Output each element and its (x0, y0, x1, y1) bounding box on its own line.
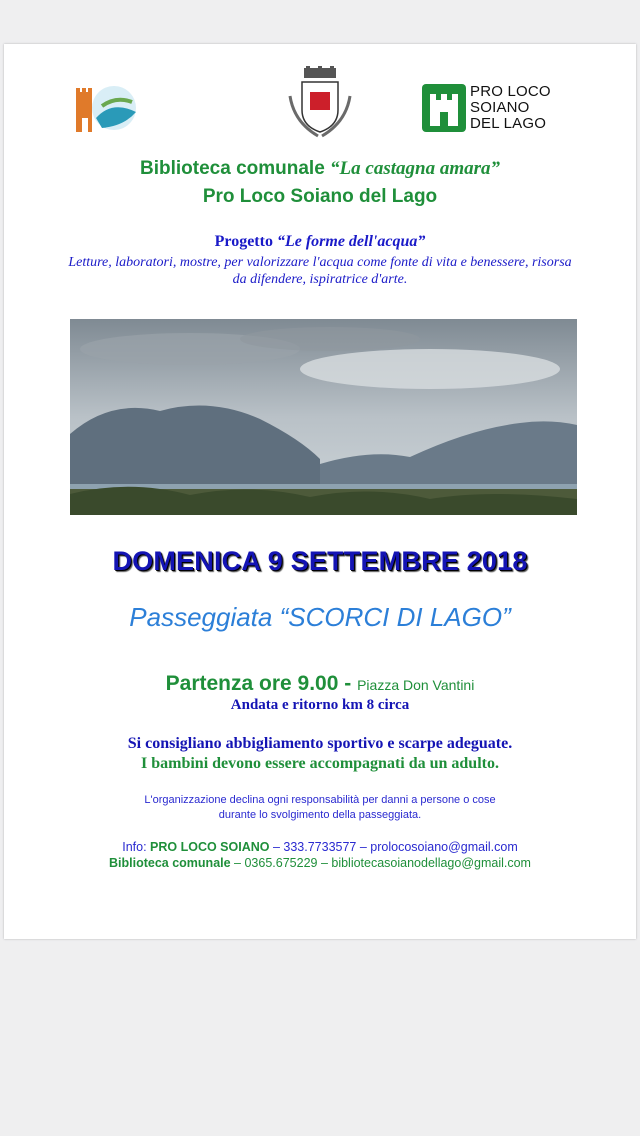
info-library-name: Biblioteca comunale (109, 856, 231, 870)
pro-loco-logo-line-3: DEL LAGO (470, 115, 547, 132)
library-title (0, 158, 640, 180)
info-proloco-contact (0, 840, 640, 854)
disclaimer-line-2: durante lo svolgimento della passeggiata. (218, 809, 422, 821)
clothing-advice: Si consigliano abbigliamento sportivo e scarpe adeguate. (127, 735, 513, 752)
project-prefix: Progetto (214, 233, 277, 250)
project-name: “Le forme dell'acqua” (276, 233, 426, 250)
library-name: “La castagna amara” (330, 158, 500, 179)
walk-name: “SCORCI DI LAGO” (279, 602, 511, 632)
departure-place: Piazza Don Vantini (357, 677, 475, 693)
info-proloco-name: PRO LOCO SOIANO (150, 840, 270, 854)
children-advice: I bambini devono essere accompagnati da un adulto. (141, 755, 499, 772)
pro-loco-logo-line-2: SOIANO (470, 99, 530, 116)
distance-info: Andata e ritorno km 8 circa (230, 697, 410, 713)
project-description: Letture, laboratori, mostre, per valorizzare l'acqua come fonte di vita e benessere, risorsa da difendere, ispiratrice d'arte. (68, 255, 572, 287)
departure-info (0, 672, 640, 696)
castle-lake-logo (72, 78, 140, 138)
disclaimer-line-1: L'organizzazione declina ogni responsabilità per danni a persone o cose (144, 794, 496, 806)
castle-icon (422, 84, 466, 132)
pro-loco-logo-line-1: PRO LOCO (470, 83, 551, 100)
info-library-contact (0, 856, 640, 870)
disclaimer (0, 793, 640, 823)
walk-prefix: Passeggiata (129, 602, 280, 632)
departure-label: Partenza ore 9.00 - (165, 672, 358, 695)
info-proloco-details: – 333.7733577 – prolocosoiano@gmail.com (269, 840, 518, 854)
pro-loco-logo (422, 84, 582, 136)
library-prefix: Biblioteca comunale (140, 158, 331, 179)
lake-landscape-photo (70, 319, 577, 515)
info-library-details: – 0365.675229 – bibliotecasoianodellago@gmail.com (230, 856, 531, 870)
proloco-title: Pro Loco Soiano del Lago (202, 186, 438, 207)
walk-title (0, 602, 640, 633)
municipal-crest-logo (278, 66, 362, 142)
event-date: DOMENICA 9 SETTEMBRE 2018 (112, 546, 528, 576)
project-title (0, 233, 640, 251)
info-prefix: Info: (122, 840, 151, 854)
